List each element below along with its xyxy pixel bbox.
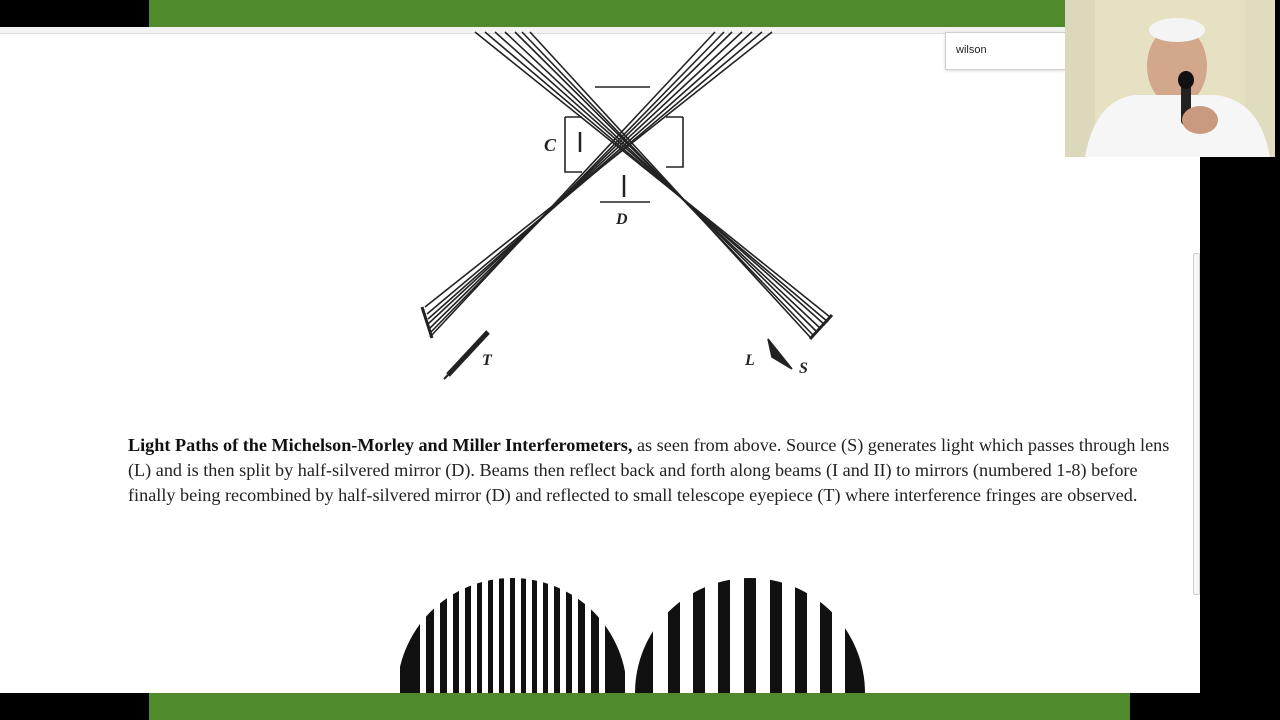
caption-text: as seen from above. Source (S) generates light which passes through lens (L) and is then split by half-silvered mirror (D). Beams then reflect back and forth along beams (I and II) to mirrors (numbered 1-8) before finally being recombined by half-silvered mirror (D) and reflected to small telescope eyepiece (T) where interference fringes are observed. <box>128 435 1170 505</box>
scrollbar[interactable] <box>1193 253 1200 595</box>
caption-title: Light Paths of the Michelson-Morley and Miller Interferometers, <box>128 435 633 455</box>
label-s: S <box>799 360 808 377</box>
document-page[interactable] <box>0 27 1200 693</box>
interferometer-diagram <box>400 27 860 387</box>
webcam-overlay <box>1065 0 1275 157</box>
label-l: L <box>745 352 755 369</box>
interference-fringes-image <box>390 567 870 693</box>
top-black-bar <box>0 0 149 27</box>
label-d: D <box>616 211 628 228</box>
search-input[interactable]: wilson <box>945 32 1065 70</box>
right-black-border <box>1200 157 1280 693</box>
label-c: C <box>544 135 557 155</box>
label-t: T <box>482 352 492 369</box>
figure-caption <box>128 433 1188 508</box>
top-green-bar <box>149 0 1065 27</box>
bottom-green-bar <box>149 693 1130 720</box>
presenter-video <box>1065 0 1275 157</box>
